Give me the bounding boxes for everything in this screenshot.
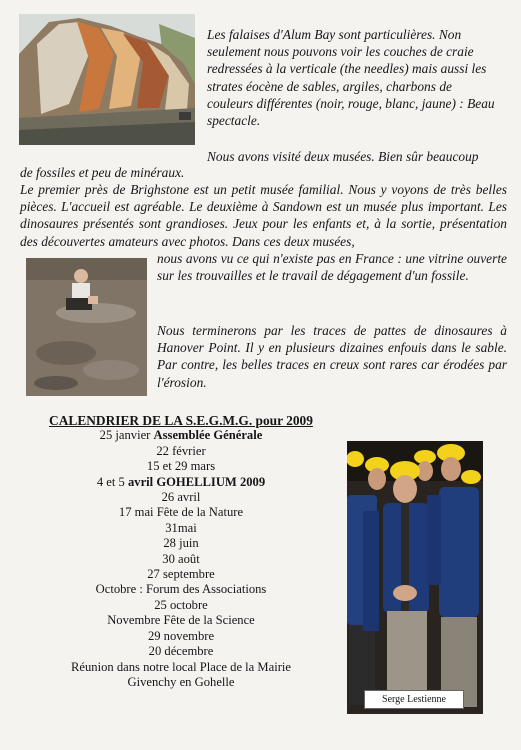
paragraph-museums-intro: Nous avons visité deux musées. Bien sûr beaucoup: [207, 149, 479, 164]
calendar-entry: 15 et 29 mars: [146, 459, 216, 474]
calendar-entry: [30, 428, 332, 443]
beach-illustration: [26, 258, 147, 396]
calendar-entry: Octobre : Forum des Associations: [95, 582, 267, 597]
photo-caption: Serge Lestienne: [364, 690, 464, 709]
calendar-entry: 31mai: [165, 520, 197, 535]
calendar-entry: 22 février: [156, 443, 206, 458]
calendar-entry: 25 octobre: [154, 597, 208, 612]
paragraph-vitrine: nous avons vu ce qui n'existe pas en France : une vitrine ouverte sur les trouvailles et le travail de dégagement d'un fossile.: [157, 251, 507, 284]
calendar-entry: 26 avril: [161, 490, 201, 505]
calendar-entry: [30, 475, 332, 490]
calendar-2009: [30, 413, 332, 690]
paragraph-museums-details: Le premier près de Brighstone est un petit musée familial. Nous y voyons de très belles pièces. L'accueil est agréable. Le deuxième à Sandown est un musée plus important. Les dinosaures présentés sont grandioses. Jeux pour les enfants et, à la sortie, présentation des découvertes amateurs avec photos. Dans ces deux musées,: [20, 182, 507, 249]
calendar-entry-event: Assemblée Générale: [153, 428, 263, 443]
calendar-entry: 20 décembre: [148, 644, 214, 659]
cliffs-photo: [19, 14, 195, 145]
group-photo: [347, 441, 483, 714]
beach-photo: [26, 258, 147, 396]
group-illustration: [347, 441, 483, 714]
calendar-entry-event: avril GOHELLIUM 2009: [128, 474, 266, 489]
calendar-entry: Réunion dans notre local Place de la Mairie: [71, 659, 291, 674]
calendar-entry: 28 juin: [163, 536, 199, 551]
calendar-entry: 27 septembre: [147, 567, 215, 582]
cliffs-illustration: [19, 14, 195, 145]
calendar-title: CALENDRIER DE LA S.E.G.M.G. pour 2009: [49, 413, 313, 428]
paragraph-museums-intro-continued: de fossiles et peu de minéraux.: [20, 165, 185, 180]
calendar-entry: Novembre Fête de la Science: [107, 613, 255, 628]
paragraph-alum-bay: Les falaises d'Alum Bay sont particulières. Non seulement nous pouvons voir les couches de craie redressées à la verticale (the needles) mais aussi les strates éocène de sables, argiles, charbons de couleurs différentes (noir, rouge, blanc, jaune) : Beau spectacle.: [207, 27, 495, 129]
calendar-entry: 17 mai Fête de la Nature: [118, 505, 244, 520]
paragraph-dinosaur-tracks: Nous terminerons par les traces de pattes de dinosaures à Hanover Point. Il y en plusieurs dizaines enfouis dans le sable. Par contre, les belles traces en creux sont rares car érodées par l'érosion.: [157, 323, 507, 390]
calendar-entry-date: 25 janvier: [99, 428, 151, 443]
calendar-entry-date: 4 et 5: [96, 474, 125, 489]
calendar-entry: 29 novembre: [147, 628, 215, 643]
calendar-entry: Givenchy en Gohelle: [127, 674, 235, 689]
calendar-entry: 30 août: [162, 551, 200, 566]
